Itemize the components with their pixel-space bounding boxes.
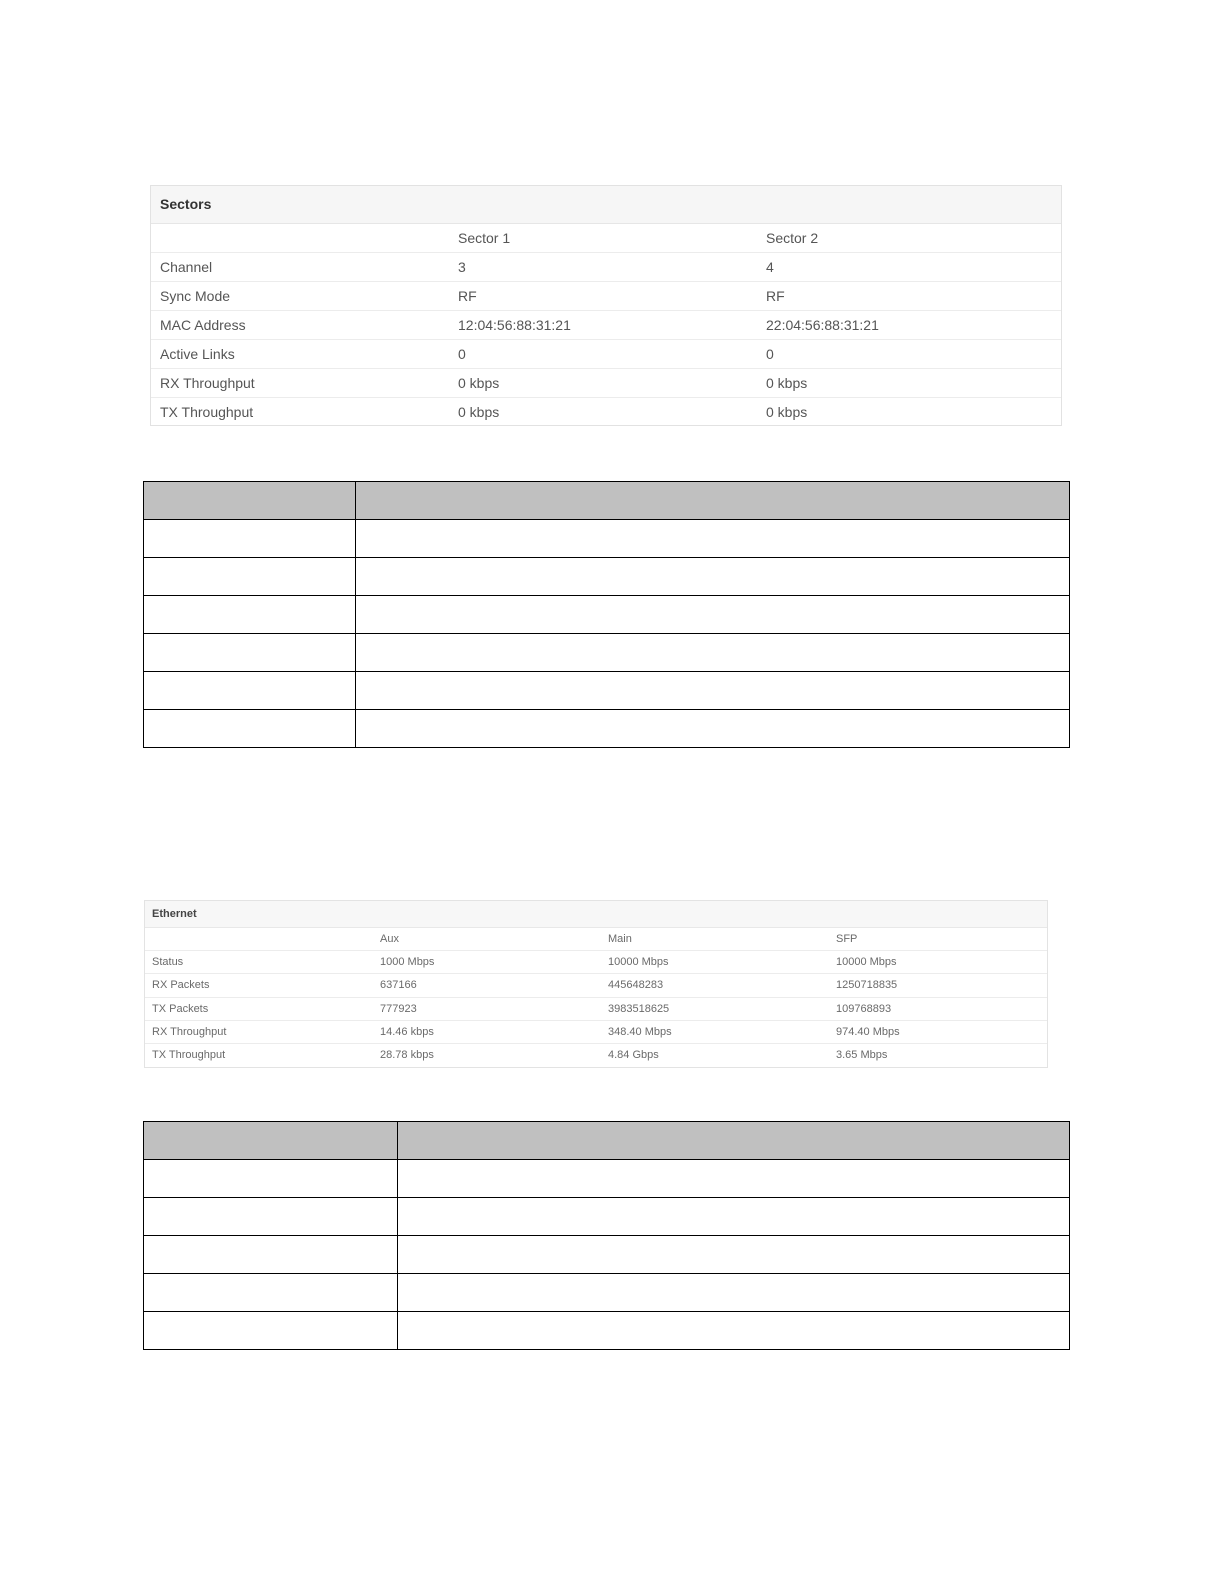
sectors-cell: 0 kbps <box>766 375 808 391</box>
table-cell <box>356 520 1070 558</box>
sectors-cell: RF <box>458 288 477 304</box>
sectors-header-cell: Sector 1 <box>458 230 511 246</box>
table-cell <box>356 596 1070 634</box>
sectors-cell: 3 <box>458 259 466 275</box>
ethernet-cell: 14.46 kbps <box>380 1025 434 1038</box>
table-cell <box>356 672 1070 710</box>
ethernet-cell: 974.40 Mbps <box>836 1025 900 1038</box>
table-cell <box>356 710 1070 748</box>
table-row <box>144 1236 1070 1274</box>
table-row <box>144 520 1070 558</box>
table-row <box>145 951 1047 974</box>
table-header-row <box>144 1122 1070 1160</box>
table-row <box>144 596 1070 634</box>
sectors-title: Sectors <box>151 186 1061 224</box>
sectors-row-label: Channel <box>160 259 213 275</box>
table-row <box>145 1021 1047 1044</box>
ethernet-header-cell: SFP <box>836 933 858 945</box>
ethernet-cell: 10000 Mbps <box>608 956 669 969</box>
sectors-row-label: MAC Address <box>160 317 246 333</box>
ethernet-row-label: TX Packets <box>152 1002 209 1015</box>
table-header-cell <box>398 1122 1070 1160</box>
table-cell <box>398 1198 1070 1236</box>
ethernet-cell: 28.78 kbps <box>380 1048 434 1061</box>
table-row <box>151 369 1061 398</box>
table-cell <box>356 634 1070 672</box>
sectors-header-cell <box>151 224 458 252</box>
table-cell <box>144 634 356 672</box>
table-row <box>144 710 1070 748</box>
ethernet-title: Ethernet <box>145 901 1047 928</box>
ethernet-cell: 445648283 <box>608 979 664 992</box>
sectors-panel <box>150 185 1062 426</box>
ethernet-cell: 109768893 <box>836 1002 892 1015</box>
sectors-cell: 22:04:56:88:31:21 <box>766 317 879 333</box>
ethernet-header-cell: Main <box>608 933 632 945</box>
table-row <box>144 672 1070 710</box>
table-cell <box>144 1236 398 1274</box>
table-row <box>144 1274 1070 1312</box>
table-row <box>144 1160 1070 1198</box>
sectors-cell: 12:04:56:88:31:21 <box>458 317 571 333</box>
ethernet-cell: 1000 Mbps <box>380 956 435 969</box>
table-cell <box>144 710 356 748</box>
sectors-header-cell: Sector 2 <box>766 230 819 246</box>
ethernet-row-label: RX Throughput <box>152 1025 227 1038</box>
table-cell <box>144 1312 398 1350</box>
table-header-cell <box>144 1122 398 1160</box>
table-cell <box>144 1160 398 1198</box>
sectors-description-table <box>143 481 1070 748</box>
ethernet-cell: 777923 <box>380 1002 417 1015</box>
ethernet-row-label: TX Throughput <box>152 1048 226 1061</box>
sectors-cell: 0 <box>766 346 774 362</box>
sectors-cell: RF <box>766 288 785 304</box>
table-row <box>151 282 1061 311</box>
table-cell <box>398 1312 1070 1350</box>
table-row <box>144 634 1070 672</box>
table-header-cell <box>144 482 356 520</box>
table-cell <box>398 1160 1070 1198</box>
table-cell <box>398 1236 1070 1274</box>
ethernet-cell: 4.84 Gbps <box>608 1048 659 1061</box>
table-header-row <box>144 482 1070 520</box>
ethernet-panel <box>144 900 1048 1068</box>
ethernet-cell: 1250718835 <box>836 979 898 992</box>
table-row <box>144 558 1070 596</box>
sectors-row-label: RX Throughput <box>160 375 255 391</box>
sectors-row-label: Active Links <box>160 346 235 362</box>
table-row <box>151 398 1061 427</box>
ethernet-cell: 10000 Mbps <box>836 956 897 969</box>
sectors-header-row <box>151 224 1061 253</box>
ethernet-header-row <box>145 928 1047 951</box>
table-row <box>151 311 1061 340</box>
sectors-row-label: Sync Mode <box>160 288 231 304</box>
table-row <box>151 340 1061 369</box>
sectors-cell: 0 kbps <box>766 404 808 420</box>
table-cell <box>144 1198 398 1236</box>
sectors-cell: 0 <box>458 346 466 362</box>
sectors-cell: 4 <box>766 259 774 275</box>
ethernet-cell: 3983518625 <box>608 1002 670 1015</box>
table-row <box>144 1312 1070 1350</box>
table-header-cell <box>356 482 1070 520</box>
ethernet-description-table <box>143 1121 1070 1350</box>
table-cell <box>144 520 356 558</box>
table-cell <box>398 1274 1070 1312</box>
ethernet-header-cell <box>145 928 380 950</box>
ethernet-cell: 348.40 Mbps <box>608 1025 672 1038</box>
sectors-cell: 0 kbps <box>458 404 500 420</box>
table-cell <box>144 672 356 710</box>
table-row <box>144 1198 1070 1236</box>
table-row <box>145 974 1047 997</box>
table-cell <box>144 1274 398 1312</box>
sectors-cell: 0 kbps <box>458 375 500 391</box>
table-row <box>151 253 1061 282</box>
ethernet-row-label: RX Packets <box>152 979 210 992</box>
ethernet-cell: 3.65 Mbps <box>836 1048 888 1061</box>
ethernet-header-cell: Aux <box>380 933 399 945</box>
table-cell <box>144 558 356 596</box>
ethernet-cell: 637166 <box>380 979 417 992</box>
ethernet-row-label: Status <box>152 956 184 969</box>
table-cell <box>144 596 356 634</box>
table-row <box>145 998 1047 1021</box>
sectors-row-label: TX Throughput <box>160 404 254 420</box>
table-cell <box>356 558 1070 596</box>
table-row <box>145 1044 1047 1067</box>
